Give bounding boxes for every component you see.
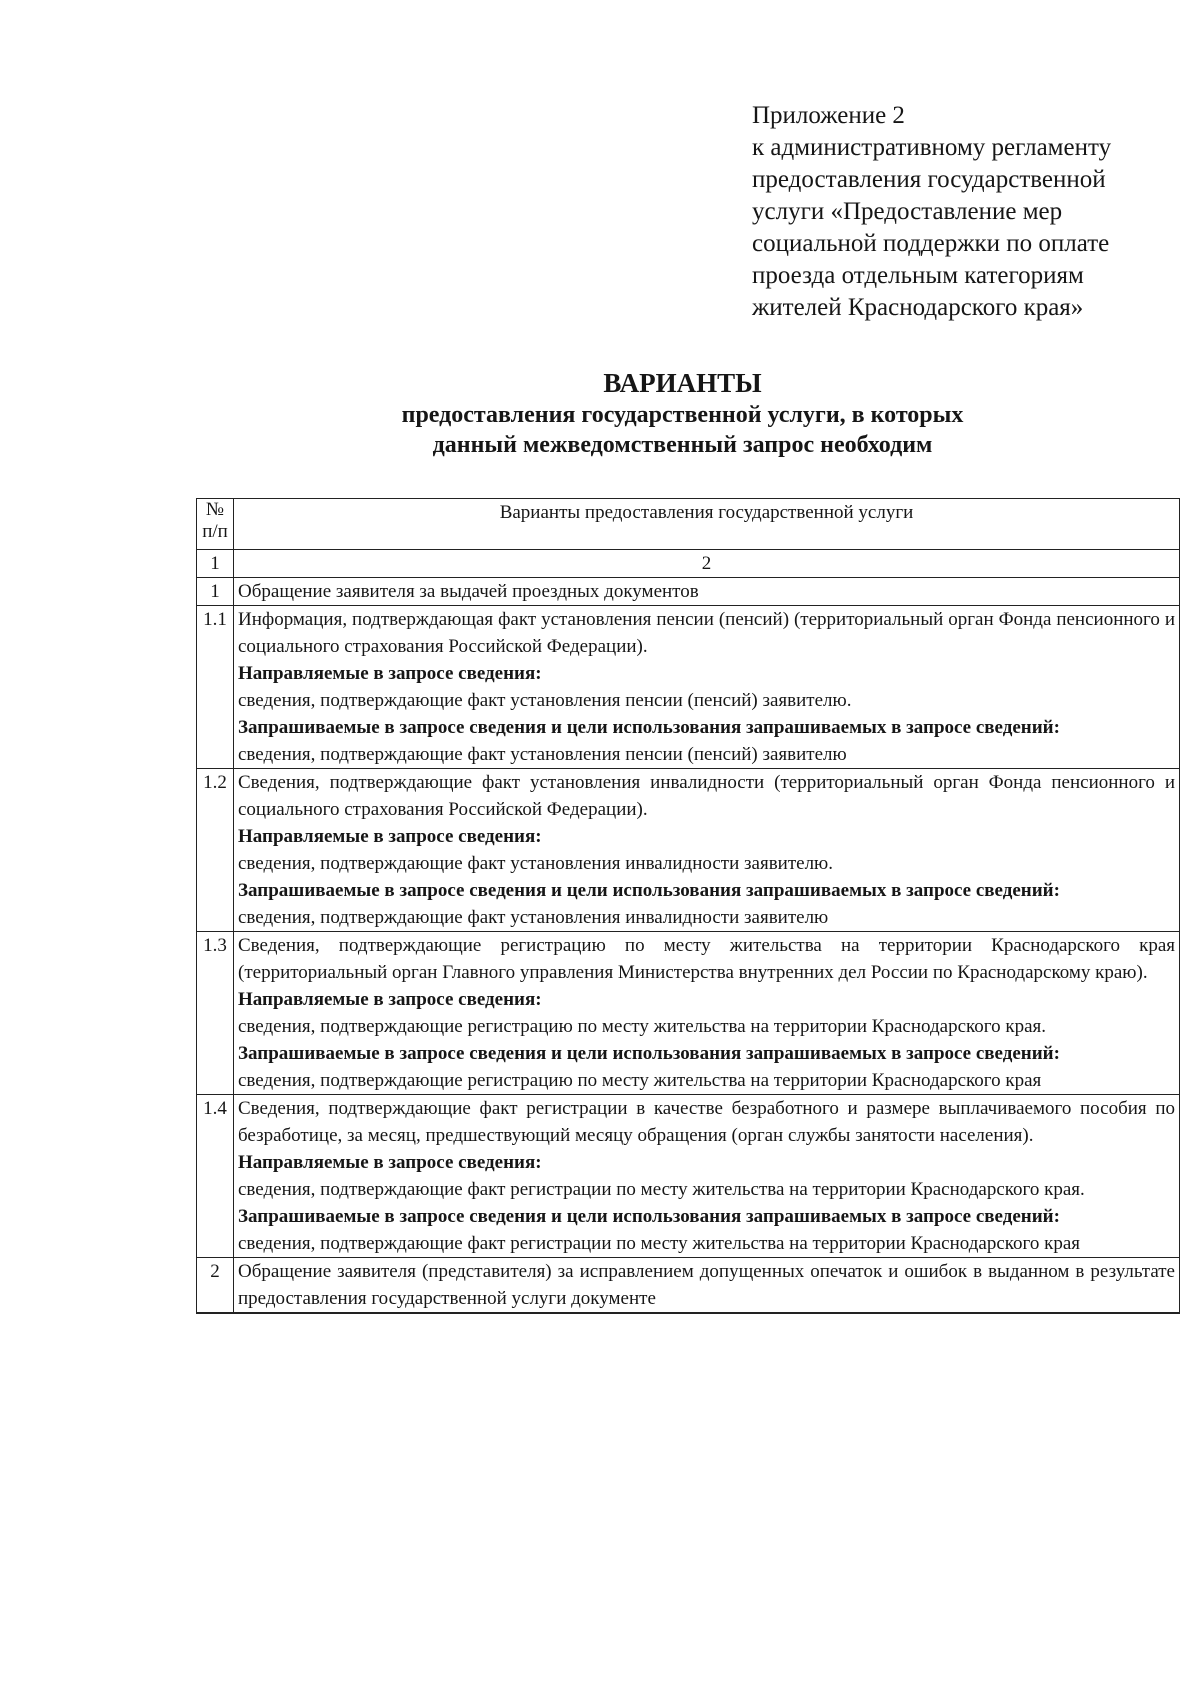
row-number: 1.3 (197, 932, 234, 1095)
row-requested-label: Запрашиваемые в запросе сведения и цели использования запрашиваемых в запросе сведений: (238, 717, 1060, 738)
row-number: 1 (197, 578, 234, 606)
table-row (197, 769, 1180, 932)
row-source: Информация, подтверждающая факт установления пенсии (пенсий) (территориальный орган Фонда пенсионного и социального страхования Российской Федерации). (238, 609, 1175, 657)
appendix-line: социальной поддержки по оплате (752, 230, 1110, 257)
row-content (234, 932, 1180, 1095)
row-source: Сведения, подтверждающие факт регистрации в качестве безработного и размере выплачиваемого пособия по безработице, за месяц, предшествующий месяцу обращения (орган службы занятости населения). (238, 1098, 1175, 1146)
table-row (197, 932, 1180, 1095)
row-sent-label: Направляемые в запросе сведения: (238, 826, 542, 847)
column-header-variants: Варианты предоставления государственной услуги (234, 499, 1180, 550)
row-requested-label: Запрашиваемые в запросе сведения и цели использования запрашиваемых в запросе сведений: (238, 1206, 1060, 1227)
row-text: Обращение заявителя (представителя) за исправлением допущенных опечаток и ошибок в выданном в результате предоставления государственной услуги документе (234, 1258, 1180, 1314)
appendix-block (752, 100, 1172, 324)
appendix-line: предоставления государственной (752, 166, 1106, 193)
table-index-row (197, 550, 1180, 578)
variants-table (196, 498, 1180, 1314)
appendix-line: услуги «Предоставление мер (752, 198, 1063, 225)
row-sent-label: Направляемые в запросе сведения: (238, 989, 542, 1010)
appendix-line: к административному регламенту (752, 134, 1112, 161)
row-number: 2 (197, 1258, 234, 1314)
row-sent: сведения, подтверждающие факт установления инвалидности заявителю. (238, 853, 833, 874)
column-header-number (197, 499, 234, 550)
appendix-line: проезда отдельным категориям (752, 262, 1084, 289)
title-subtitle-line: предоставления государственной услуги, в которых (401, 402, 964, 428)
index-cell-2: 2 (234, 550, 1180, 578)
index-cell-1: 1 (197, 550, 234, 578)
row-number: 1.2 (197, 769, 234, 932)
table-row (197, 1258, 1180, 1314)
row-number: 1.1 (197, 606, 234, 769)
column-header-number-abbr: п/п (202, 521, 228, 542)
row-content (234, 1095, 1180, 1258)
column-header-number-sign: № (205, 499, 225, 520)
appendix-line: Приложение 2 (752, 102, 905, 129)
title-main: ВАРИАНТЫ (603, 368, 762, 398)
row-sent: сведения, подтверждающие факт установления пенсии (пенсий) заявителю. (238, 690, 852, 711)
row-requested-label: Запрашиваемые в запросе сведения и цели использования запрашиваемых в запросе сведений: (238, 880, 1060, 901)
row-source: Сведения, подтверждающие регистрацию по месту жительства на территории Краснодарского края (территориальный орган Главного управления Министерства внутренних дел России по Краснодарскому краю). (238, 935, 1175, 983)
row-number: 1.4 (197, 1095, 234, 1258)
table-row (197, 1095, 1180, 1258)
row-content (234, 606, 1180, 769)
row-requested: сведения, подтверждающие регистрацию по месту жительства на территории Краснодарского края (238, 1070, 1042, 1091)
row-requested-label: Запрашиваемые в запросе сведения и цели использования запрашиваемых в запросе сведений: (238, 1043, 1060, 1064)
table-header-row (197, 499, 1180, 550)
title-subtitle-line: данный межведомственный запрос необходим (432, 432, 933, 458)
row-requested: сведения, подтверждающие факт установления пенсии (пенсий) заявителю (238, 744, 847, 765)
appendix-line: жителей Краснодарского края» (752, 294, 1084, 321)
row-text: Обращение заявителя за выдачей проездных документов (234, 578, 1180, 606)
table-row (197, 578, 1180, 606)
table-row (197, 606, 1180, 769)
document-title (0, 366, 1200, 460)
row-sent: сведения, подтверждающие факт регистрации по месту жительства на территории Краснодарского края. (238, 1179, 1085, 1200)
row-requested: сведения, подтверждающие факт установления инвалидности заявителю (238, 907, 829, 928)
row-requested: сведения, подтверждающие факт регистрации по месту жительства на территории Краснодарского края (238, 1233, 1080, 1254)
row-sent: сведения, подтверждающие регистрацию по месту жительства на территории Краснодарского края. (238, 1016, 1046, 1037)
row-sent-label: Направляемые в запросе сведения: (238, 663, 542, 684)
row-source: Сведения, подтверждающие факт установления инвалидности (территориальный орган Фонда пенсионного и социального страхования Российской Федерации). (238, 772, 1175, 820)
row-content (234, 769, 1180, 932)
row-sent-label: Направляемые в запросе сведения: (238, 1152, 542, 1173)
